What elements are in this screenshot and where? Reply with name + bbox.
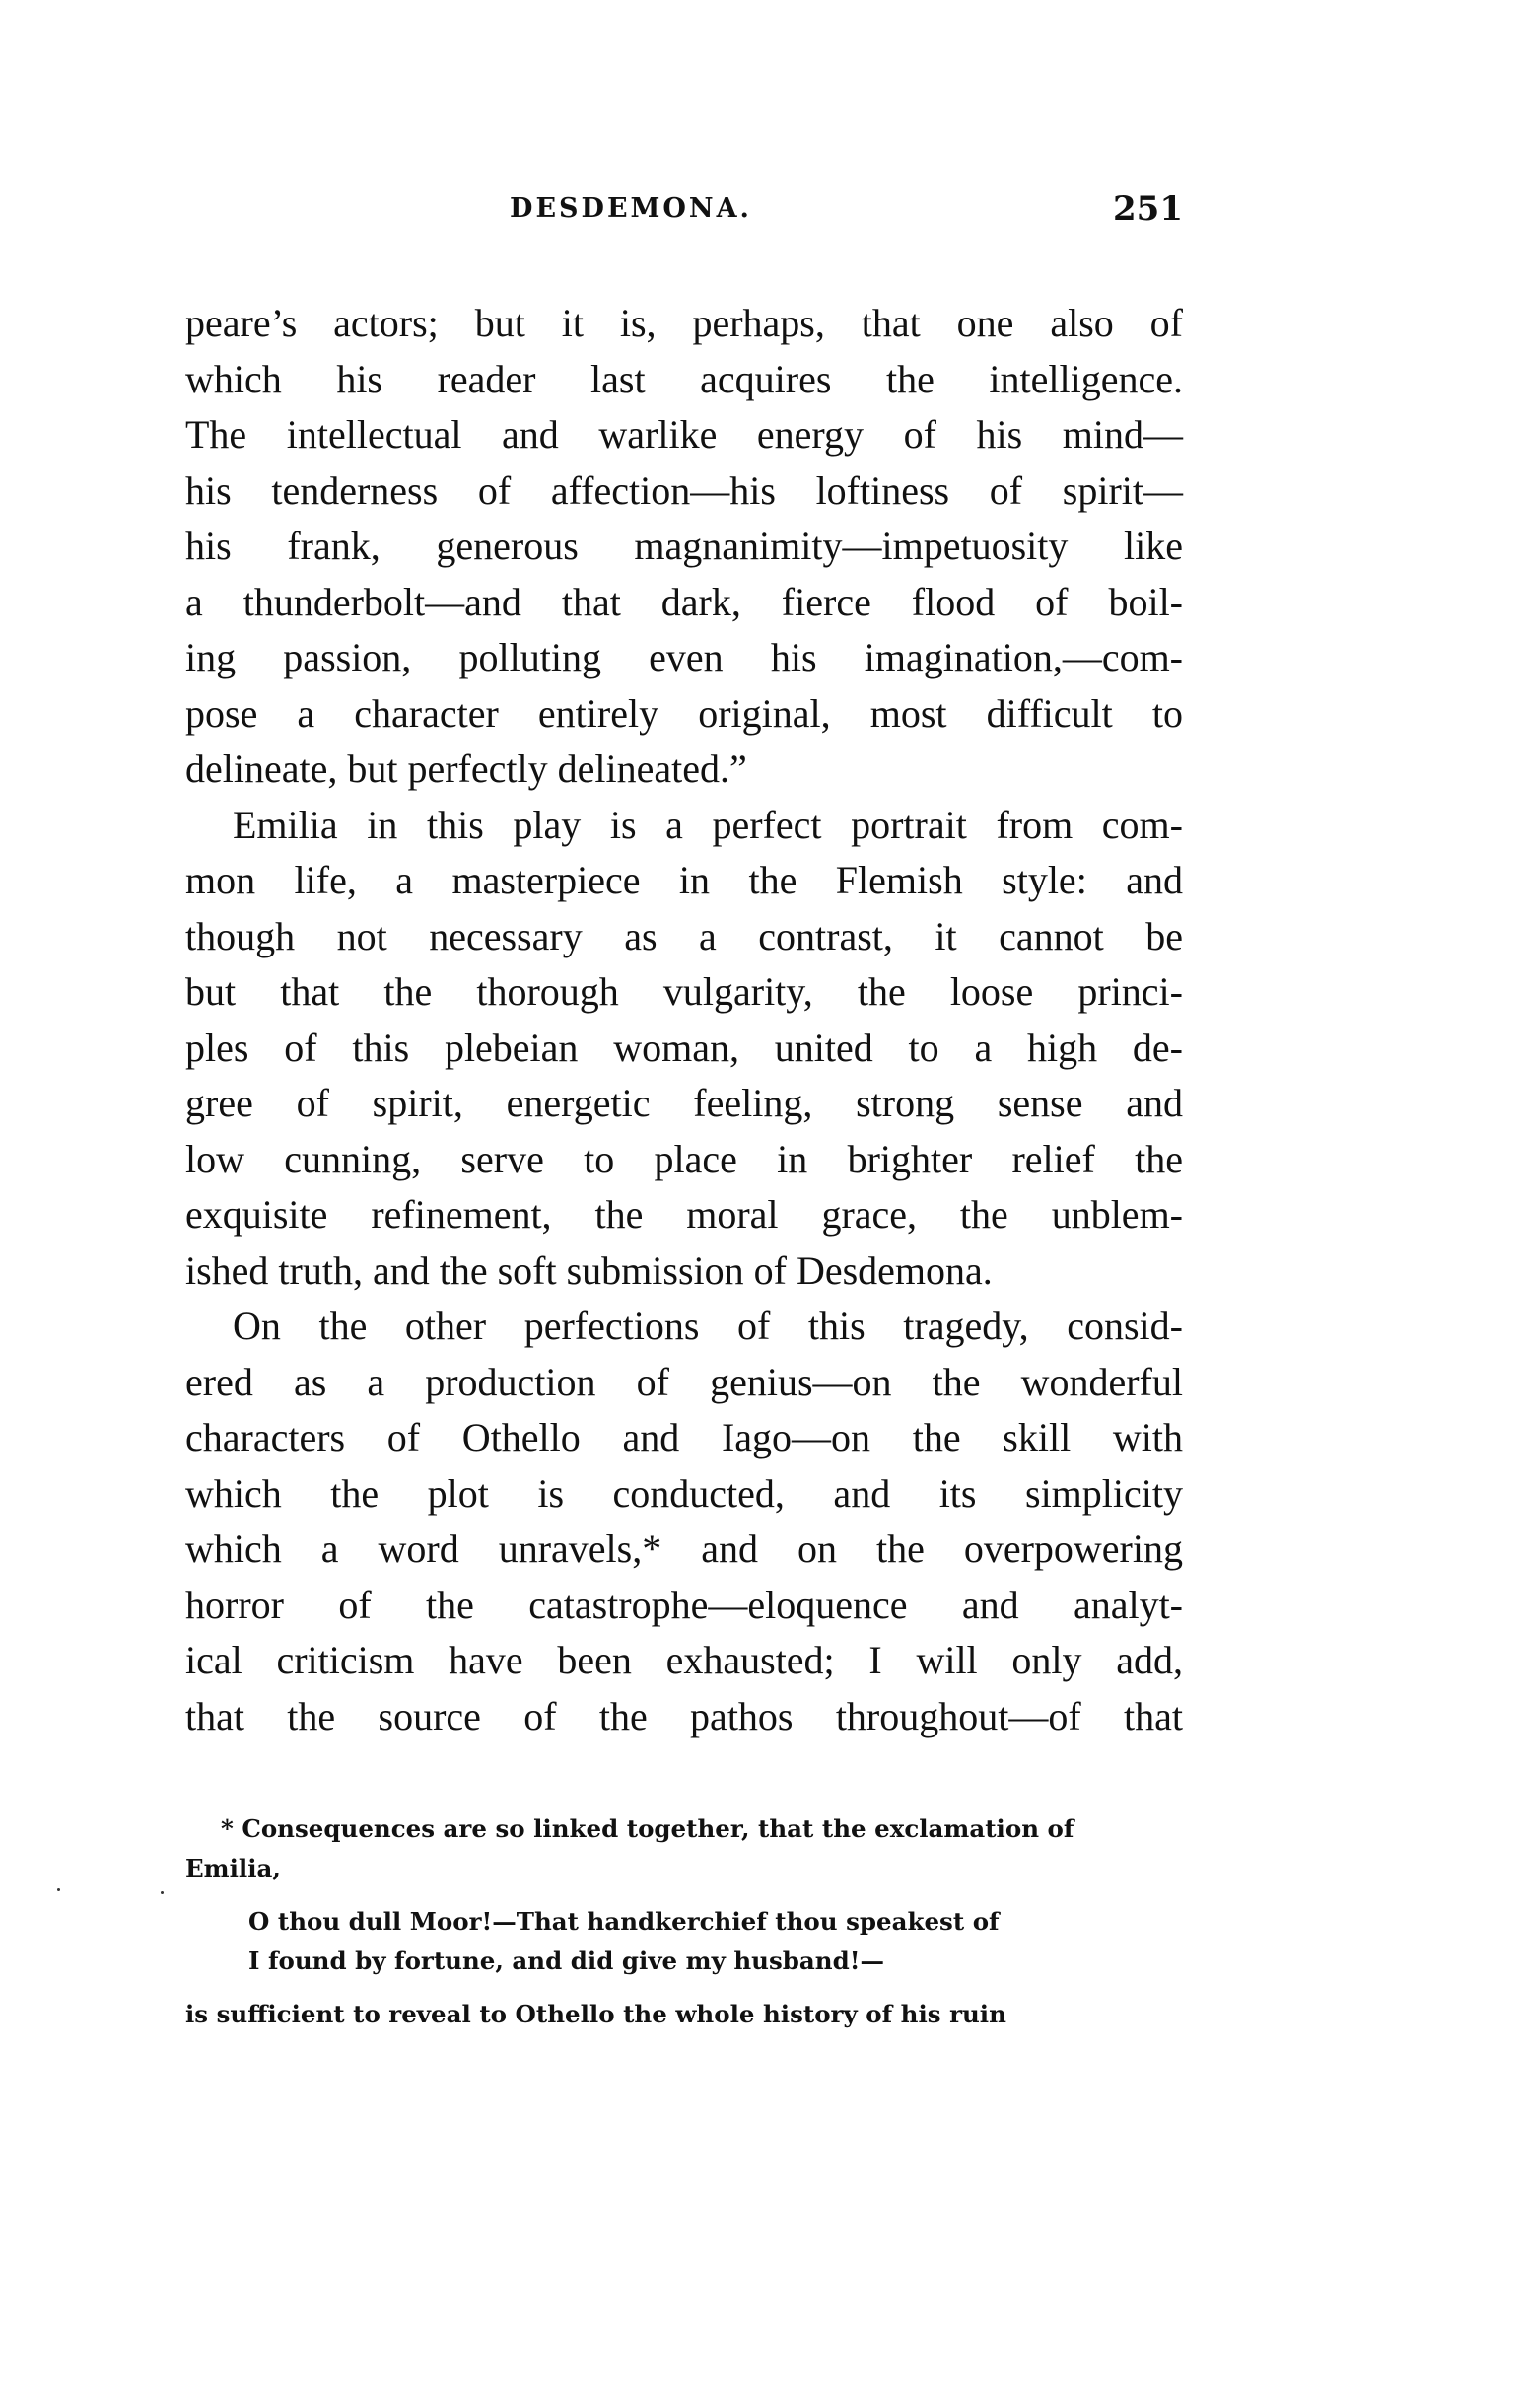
body-text	[185, 296, 1183, 1744]
running-title: DESDEMONA.	[510, 193, 752, 224]
footnote-line: * Consequences are so linked together, that the exclamation of	[221, 1814, 1074, 1843]
text-line: his tenderness of affection—his loftiness of spirit—	[185, 467, 1183, 513]
text-line: but that the thorough vulgarity, the loose princi-	[185, 969, 1183, 1014]
text-line: mon life, a masterpiece in the Flemish style: and	[185, 858, 1183, 902]
page-number: 251	[1113, 189, 1183, 229]
footnote-line: Emilia,	[185, 1854, 281, 1882]
text-line: that the source of the pathos throughout—of that	[185, 1693, 1183, 1738]
text-line: ical criticism have been exhausted; I will only add,	[185, 1638, 1183, 1682]
text-line: his frank, generous magnanimity—impetuosity like	[185, 524, 1183, 568]
text-line: ished truth, and the soft submission of Desdemona.	[185, 1247, 993, 1293]
footnote-line: is sufficient to reveal to Othello the whole history of his ruin	[185, 2000, 1006, 2028]
text-line: though not necessary as a contrast, it cannot be	[185, 913, 1183, 958]
text-line: pose a character entirely original, most difficult to	[185, 690, 1183, 736]
text-line: horror of the catastrophe—eloquence and analyt-	[185, 1582, 1183, 1627]
page-header	[187, 189, 1183, 243]
paragraph-start-line: On the other perfections of this tragedy, consid-	[233, 1304, 1183, 1348]
text-line: which his reader last acquires the intelligence.	[185, 356, 1183, 401]
footnote	[185, 1809, 1183, 2034]
text-line: ered as a production of genius—on the wonderful	[185, 1359, 1183, 1404]
text-line: ples of this plebeian woman, united to a high de-	[185, 1025, 1183, 1070]
text-line: The intellectual and warlike energy of his mind—	[185, 412, 1183, 457]
text-line: gree of spirit, energetic feeling, strong sense and	[185, 1081, 1183, 1125]
text-line: ing passion, polluting even his imagination,—com-	[185, 635, 1183, 679]
scan-speck	[57, 1888, 60, 1891]
text-line: a thunderbolt—and that dark, fierce flood of boil-	[185, 579, 1183, 624]
paragraph-start-line: Emilia in this play is a perfect portrait from com-	[233, 802, 1183, 847]
text-line: exquisite refinement, the moral grace, the unblem-	[185, 1192, 1183, 1237]
text-line: which the plot is conducted, and its simplicity	[185, 1470, 1183, 1516]
footnote-verse-line: O thou dull Moor!—That handkerchief thou speakest of	[248, 1907, 1000, 1936]
text-line: characters of Othello and Iago—on the skill with	[185, 1415, 1183, 1459]
scan-speck	[161, 1891, 164, 1894]
text-line: low cunning, serve to place in brighter relief the	[185, 1136, 1183, 1181]
text-line: peare’s actors; but it is, perhaps, that one also of	[185, 301, 1183, 345]
footnote-verse-line: I found by fortune, and did give my husband!—	[248, 1947, 884, 1975]
text-line: which a word unravels,* and on the overpowering	[185, 1526, 1183, 1571]
text-line: delineate, but perfectly delineated.”	[185, 746, 747, 791]
